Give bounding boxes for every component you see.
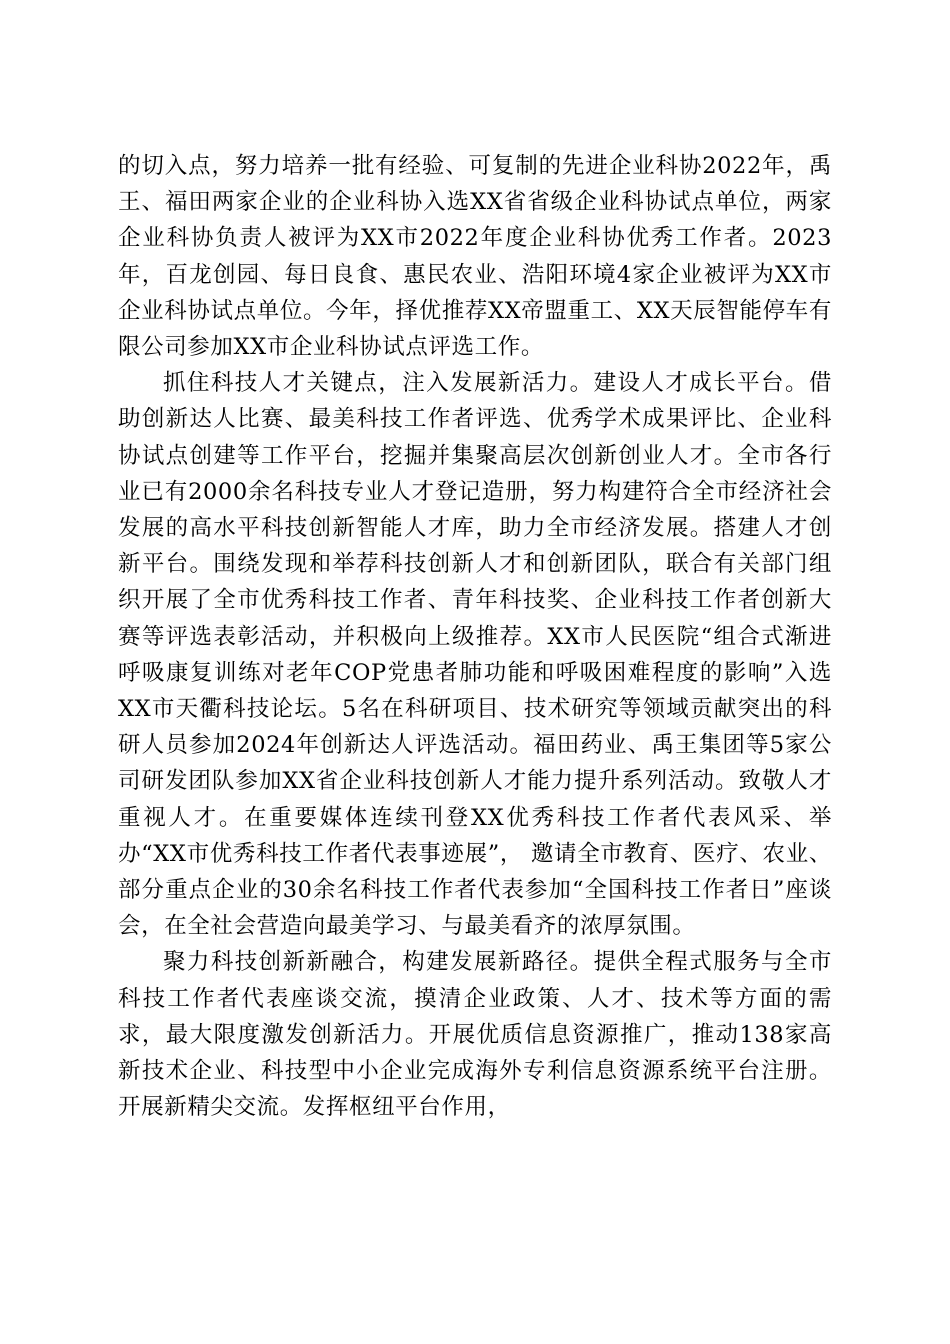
paragraph-talent-development: 抓住科技人才关键点，注入发展新活力。建设人才成长平台。借助创新达人比赛、最美科技工作者评选、优秀学术成果评比、企业科协试点创建等工作平台，挖掘并集聚高层次创新创业人才。全市各行业已有2000余名科技专业人才登记造册，努力构建符合全市经济社会发展的高水平科技创新智能人才库，助力全市经济发展。搭建人才创新平台。围绕发现和举荐科技创新人才和创新团队，联合有关部门组织开展了全市优秀科技工作者、青年科技奖、企业科技工作者创新大赛等评选表彰活动，并积极向上级推荐。XX市人民医院“组合式渐进呼吸康复训练对老年COP党患者肺功能和呼吸困难程度的影响”入选XX市天衢科技论坛。5名在科研项目、技术研究等领域贡献突出的科研人员参加2024年创新达人评选活动。福田药业、禹王集团等5家公司研发团队参加XX省企业科技创新人才能力提升系列活动。致敬人才重视人才。在重要媒体连续刊登XX优秀科技工作者代表风采、举办“XX市优秀科技工作者代表事迹展”， 邀请全市教育、医疗、农业、部分重点企业的30余名科技工作者代表参加“全国科技工作者日”座谈会，在全社会营造向最美学习、与最美看齐的浓厚氛围。: [118, 370, 832, 940]
paragraph-enterprise-association: 的切入点，努力培养一批有经验、可复制的先进企业科协2022年，禹王、福田两家企业的企业科协入选XX省省级企业科协试点单位，两家企业科协负责人被评为XX市2022年度企业科协优秀工作者。2023年，百龙创园、每日良食、惠民农业、浩阳环境4家企业被评为XX市企业科协试点单位。今年，择优推荐XX帝盟重工、XX天辰智能停车有限公司参加XX市企业科协试点评选工作。: [118, 153, 832, 361]
paragraph-innovation-integration: 聚力科技创新新融合，构建发展新路径。提供全程式服务与全市科技工作者代表座谈交流，摸清企业政策、人才、技术等方面的需求，最大限度激发创新活力。开展优质信息资源推广，推动138家高新技术企业、科技型中小企业完成海外专利信息资源系统平台注册。开展新精尖交流。发挥枢纽平台作用，: [118, 949, 832, 1121]
document-body: [118, 148, 832, 1125]
